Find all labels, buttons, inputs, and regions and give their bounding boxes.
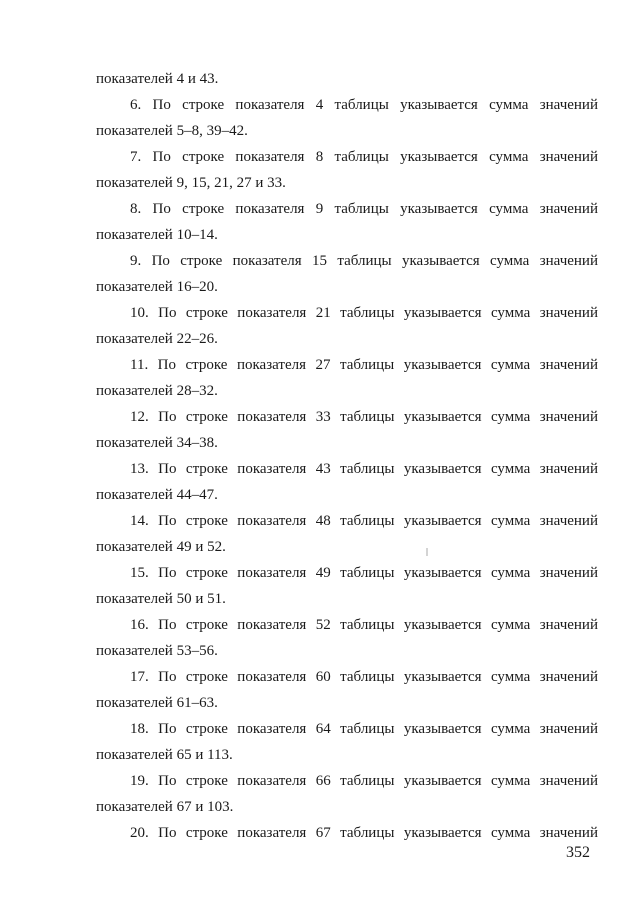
paragraph-item-6-line2: показателей 5–8, 39–42. (96, 123, 248, 139)
paragraph-item-6-line1: 6. По строке показателя 4 таблицы указывается сумма значений (130, 97, 598, 113)
paragraph-item-11-line1: 11. По строке показателя 27 таблицы указывается сумма значений (130, 357, 598, 373)
paragraph-item-16-line2: показателей 53–56. (96, 643, 218, 659)
paragraph-item-17-line2: показателей 61–63. (96, 695, 218, 711)
paragraph-item-12-line2: показателей 34–38. (96, 435, 218, 451)
scan-artifact (426, 548, 428, 556)
page-number: 352 (566, 844, 590, 861)
paragraph-item-8-line1: 8. По строке показателя 9 таблицы указывается сумма значений (130, 201, 598, 217)
paragraph-item-17-line1: 17. По строке показателя 60 таблицы указывается сумма значений (130, 669, 598, 685)
paragraph-item-14-line1: 14. По строке показателя 48 таблицы указывается сумма значений (130, 513, 598, 529)
paragraph-item-8-line2: показателей 10–14. (96, 227, 218, 243)
paragraph-item-19-line1: 19. По строке показателя 66 таблицы указывается сумма значений (130, 773, 598, 789)
paragraph-item-10-line2: показателей 22–26. (96, 331, 218, 347)
paragraph-item-7-line2: показателей 9, 15, 21, 27 и 33. (96, 175, 286, 191)
paragraph-item-13-line1: 13. По строке показателя 43 таблицы указывается сумма значений (130, 461, 598, 477)
paragraph-item-11-line2: показателей 28–32. (96, 383, 218, 399)
paragraph-item-7-line1: 7. По строке показателя 8 таблицы указывается сумма значений (130, 149, 598, 165)
paragraph-item-13-line2: показателей 44–47. (96, 487, 218, 503)
paragraph-item-20-line1: 20. По строке показателя 67 таблицы указывается сумма значений (130, 825, 598, 841)
paragraph-item-19-line2: показателей 67 и 103. (96, 799, 234, 815)
paragraph-item-12-line1: 12. По строке показателя 33 таблицы указывается сумма значений (130, 409, 598, 425)
paragraph-item-15-line1: 15. По строке показателя 49 таблицы указывается сумма значений (130, 565, 598, 581)
paragraph-item-16-line1: 16. По строке показателя 52 таблицы указывается сумма значений (130, 617, 598, 633)
paragraph-item-9-line2: показателей 16–20. (96, 279, 218, 295)
paragraph-item-15-line2: показателей 50 и 51. (96, 591, 226, 607)
paragraph-item-18-line1: 18. По строке показателя 64 таблицы указывается сумма значений (130, 721, 598, 737)
paragraph-item-14-line2: показателей 49 и 52. (96, 539, 226, 555)
paragraph-continuation: показателей 4 и 43. (96, 71, 219, 87)
paragraph-item-18-line2: показателей 65 и 113. (96, 747, 233, 763)
paragraph-item-9-line1: 9. По строке показателя 15 таблицы указывается сумма значений (130, 253, 598, 269)
paragraph-item-10-line1: 10. По строке показателя 21 таблицы указывается сумма значений (130, 305, 598, 321)
